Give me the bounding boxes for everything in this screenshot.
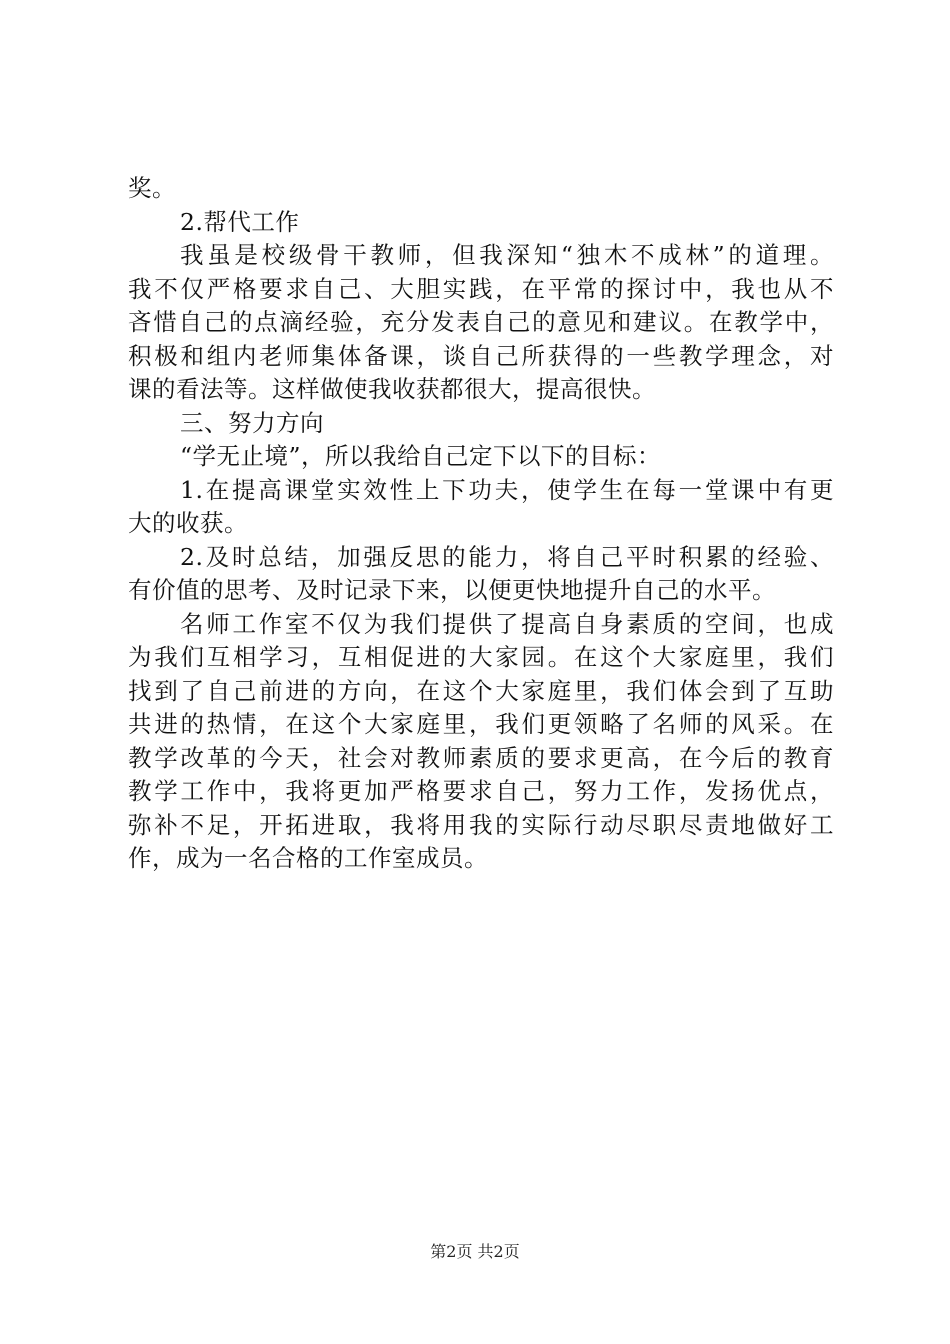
text-line: 找到了自己前进的方向，在这个大家庭里，我们体会到了互助 (128, 676, 834, 705)
document-body (128, 172, 834, 876)
text-line: 为我们互相学习，互相促进的大家园。在这个大家庭里，我们 (128, 643, 834, 671)
text-line: 大的收获。 (128, 509, 248, 537)
text-line: 奖。 (128, 174, 176, 202)
text-line: 名师工作室不仅为我们提供了提高自身素质的空间，也成 (180, 609, 834, 638)
text-line: 课的看法等。这样做使我收获都很大，提高很快。 (128, 375, 656, 403)
list-item: 1.在提高课堂实效性上下功夫，使学生在每一堂课中有更 (180, 475, 834, 504)
text-line: 共进的热情，在这个大家庭里，我们更领略了名师的风采。在 (128, 710, 834, 738)
page-number-footer: 第2页 共2页 (430, 1242, 520, 1261)
text-line: 作，成为一名合格的工作室成员。 (128, 844, 488, 872)
text-line: 有价值的思考、及时记录下来，以便更快地提升自己的水平。 (128, 576, 776, 604)
section-heading: 2.帮代工作 (180, 207, 300, 236)
text-line: “学无止境”，所以我给自己定下以下的目标： (180, 442, 662, 470)
list-item: 2.及时总结，加强反思的能力，将自己平时积累的经验、 (180, 542, 834, 571)
text-line: 我不仅严格要求自己、大胆实践，在平常的探讨中，我也从不 (128, 274, 834, 303)
text-line: 吝惜自己的点滴经验，充分发表自己的意见和建议。在教学中， (128, 308, 834, 336)
text-line: 教学工作中，我将更加严格要求自己，努力工作，发扬优点， (128, 777, 834, 805)
section-heading: 三、努力方向 (180, 408, 324, 437)
text-line: 教学改革的今天，社会对教师素质的要求更高，在今后的教育 (128, 743, 834, 772)
text-line: 积极和组内老师集体备课，谈自己所获得的一些教学理念，对 (128, 341, 834, 370)
text-line: 我虽是校级骨干教师，但我深知“独木不成林”的道理。 (180, 241, 834, 269)
text-line: 弥补不足，开拓进取，我将用我的实际行动尽职尽责地做好工 (128, 810, 834, 839)
